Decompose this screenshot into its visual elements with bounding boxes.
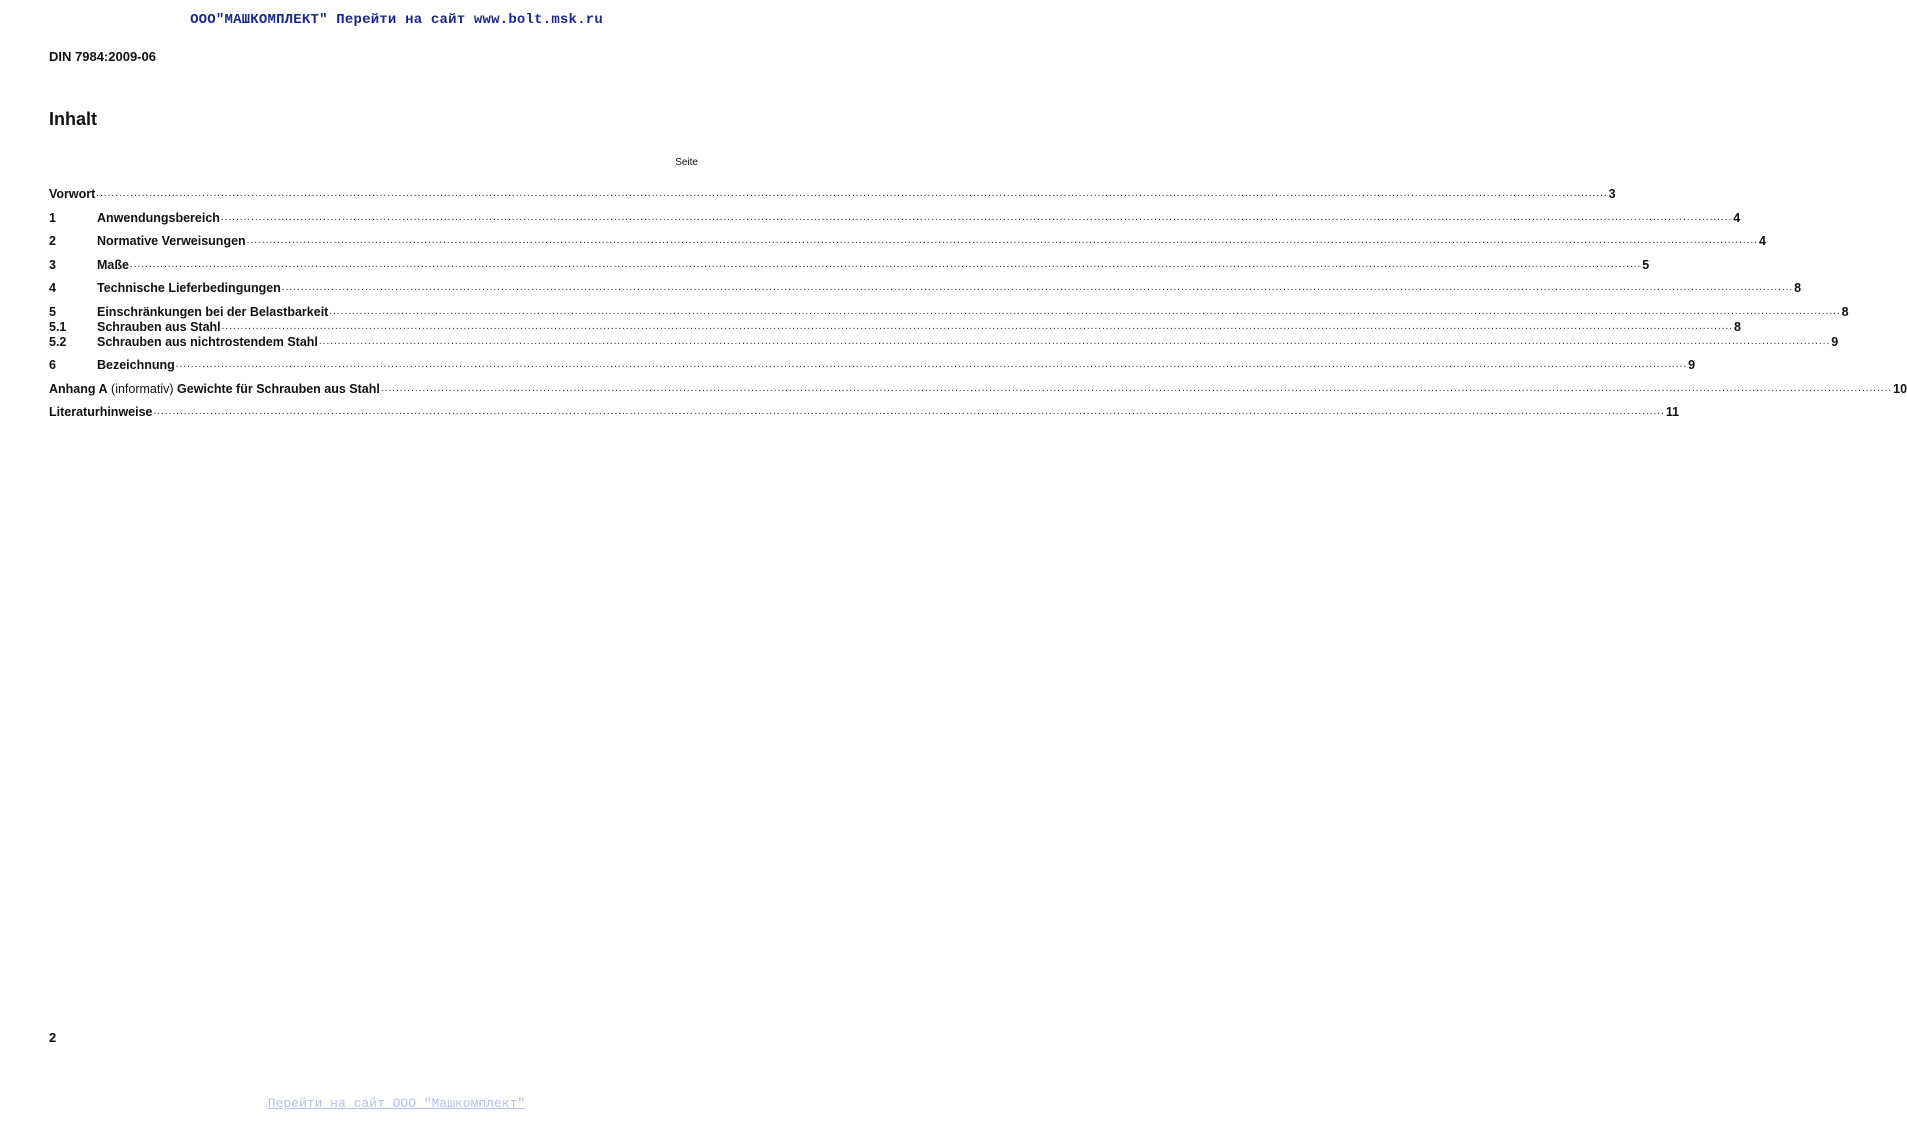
toc-entry-page: 5 — [1642, 258, 1650, 272]
toc-entry-number: 6 — [49, 358, 56, 372]
toc-entry-label: Literaturhinweise — [49, 405, 153, 419]
toc-entry-page: 4 — [1759, 234, 1766, 248]
toc-entry[interactable] — [49, 305, 1849, 320]
toc-entry[interactable] — [49, 405, 1680, 420]
toc-entry-label: Einschränkungen bei der Belastbarkeit — [97, 305, 329, 319]
toc-entry-number: 1 — [49, 211, 56, 225]
toc-entry[interactable] — [49, 187, 1616, 202]
toc-entry[interactable] — [49, 358, 1696, 373]
toc-entry-label: Bezeichnung — [97, 358, 175, 372]
toc-entry-label: Anhang A (informativ) Gewichte für Schrauben aus Stahl — [49, 382, 380, 396]
footer-link[interactable]: Перейти на сайт ООО "Машкомплект" — [267, 1096, 526, 1111]
toc-entry[interactable] — [49, 320, 1741, 335]
toc-entry-page: 8 — [1733, 320, 1741, 334]
toc-entry-label: Maße — [97, 258, 129, 272]
toc-leader-dots: ................................................................................................................................................................................................................................................................................................................................................................................................................ — [96, 188, 1608, 199]
toc-entry-number: 5.1 — [49, 320, 67, 334]
toc-entry-label: Technische Lieferbedingungen — [97, 281, 281, 295]
toc-entry-number: 3 — [49, 258, 56, 272]
toc-entry-label: Anwendungsbereich — [97, 211, 220, 225]
toc-leader-dots: ................................................................................................................................................................................................................................................................................................................................................................................................................ — [175, 359, 1688, 370]
banner-link[interactable]: ООО"МАШКОМПЛЕКТ" Перейти на сайт www.bolt.msk.ru — [190, 12, 603, 28]
toc-entry[interactable] — [49, 258, 1650, 273]
toc-entry-number: 5.2 — [49, 335, 67, 349]
toc-leader-dots: ................................................................................................................................................................................................................................................................................................................................................................................................................ — [318, 336, 1831, 347]
toc-entry-label: Normative Verweisungen — [97, 234, 246, 248]
document-id: DIN 7984:2009-06 — [49, 49, 156, 64]
toc-entry-note: (informativ) — [107, 382, 178, 396]
toc-entry-number: 2 — [49, 234, 56, 248]
toc-entry-page: 3 — [1608, 187, 1616, 201]
toc-entry-page: 9 — [1831, 335, 1839, 349]
toc-leader-dots: ................................................................................................................................................................................................................................................................................................................................................................................................................ — [380, 383, 1893, 394]
toc-leader-dots: ................................................................................................................................................................................................................................................................................................................................................................................................................ — [220, 212, 1733, 223]
toc-entry-page: 8 — [1841, 305, 1849, 319]
toc-leader-dots: ................................................................................................................................................................................................................................................................................................................................................................................................................ — [329, 306, 1841, 317]
toc-entry-page: 11 — [1665, 405, 1680, 419]
toc-leader-dots: ................................................................................................................................................................................................................................................................................................................................................................................................................ — [221, 321, 1733, 332]
toc-entry[interactable] — [49, 382, 1907, 397]
page-number: 2 — [49, 1030, 57, 1045]
toc-entry-number: 4 — [49, 281, 56, 295]
page-title: Inhalt — [49, 109, 97, 129]
toc-leader-dots: ................................................................................................................................................................................................................................................................................................................................................................................................................ — [246, 235, 1758, 246]
toc-entry-label: Vorwort — [49, 187, 96, 201]
toc-entry-label: Schrauben aus nichtrostendem Stahl — [97, 335, 318, 349]
toc-entry-label: Schrauben aus Stahl — [97, 320, 221, 334]
toc-entry[interactable] — [49, 335, 1839, 350]
toc-leader-dots: ................................................................................................................................................................................................................................................................................................................................................................................................................ — [281, 282, 1794, 293]
toc-entry-page: 9 — [1688, 358, 1696, 372]
toc-leader-dots: ................................................................................................................................................................................................................................................................................................................................................................................................................ — [153, 406, 1665, 417]
toc-entry-number: 5 — [49, 305, 56, 319]
toc-entry-page: 10 — [1893, 382, 1907, 396]
toc-entry-page: 4 — [1733, 211, 1741, 225]
seite-column-label: Seite — [675, 157, 698, 168]
toc-leader-dots: ................................................................................................................................................................................................................................................................................................................................................................................................................ — [129, 259, 1642, 270]
toc-entry[interactable] — [49, 281, 1802, 296]
toc-entry-page: 8 — [1794, 281, 1802, 295]
toc-entry[interactable] — [49, 234, 1766, 249]
toc-entry[interactable] — [49, 211, 1741, 226]
